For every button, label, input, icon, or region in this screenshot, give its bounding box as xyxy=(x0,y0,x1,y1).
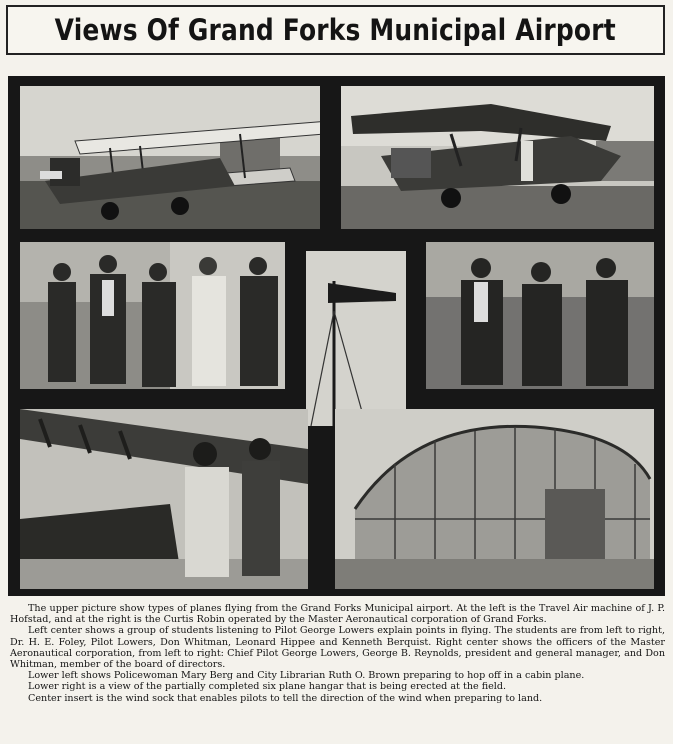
policewoman-librarian-photo xyxy=(20,409,308,589)
headline: Views Of Grand Forks Municipal Airport xyxy=(54,13,617,47)
travel-air-photo xyxy=(20,86,320,229)
caption-paragraph-wind-sock: Center insert is the wind sock that enables pilots to tell the direction of the wind when preparing to land. xyxy=(28,692,543,704)
hangar-photo-icon xyxy=(335,409,654,589)
group-photo-icon xyxy=(20,242,285,389)
windsock-photo-icon xyxy=(306,251,406,426)
wind-sock-photo xyxy=(306,251,406,426)
group-photo-icon xyxy=(426,242,654,389)
curtis-robin-photo xyxy=(341,86,654,229)
aviators-photo-icon xyxy=(20,409,308,589)
caption-paragraph-planes: The upper picture show types of planes flying from the Grand Forks Municipal airport. At the left is the Travel Air machine of J. P. Hofstad, and at the right is the Curtis Robin operated by the Master Aeronautical corporation of Grand Forks. xyxy=(10,603,665,626)
biplane-photo-icon xyxy=(20,86,320,229)
photo-collage xyxy=(8,76,665,596)
caption xyxy=(10,603,665,704)
caption-paragraph-students-officers: Left center shows a group of students listening to Pilot George Lowers explain points in flying. The students are from left to right, Dr. H. E. Foley, Pilot Lowers, Don Whitman, Leonard Hippee and Kenneth Berquist. Right center shows the officers of the Master Aeronautical corporation, from left to right: Chief Pilot George Lowers, George B. Reynolds, president and general manager, and Don Whitman, member of the board of directors. xyxy=(10,625,665,671)
officers-photo xyxy=(426,242,654,389)
caption-paragraph-policewoman: Lower left shows Policewoman Mary Berg and City Librarian Ruth O. Brown preparing to hop off in a cabin plane. xyxy=(28,670,585,682)
caption-paragraph-hangar: Lower right is a view of the partially completed six plane hangar that is being erected at the field. xyxy=(28,681,507,693)
students-photo xyxy=(20,242,285,389)
headline-box xyxy=(6,5,665,55)
monoplane-photo-icon xyxy=(341,86,654,229)
hangar-photo xyxy=(335,409,654,589)
